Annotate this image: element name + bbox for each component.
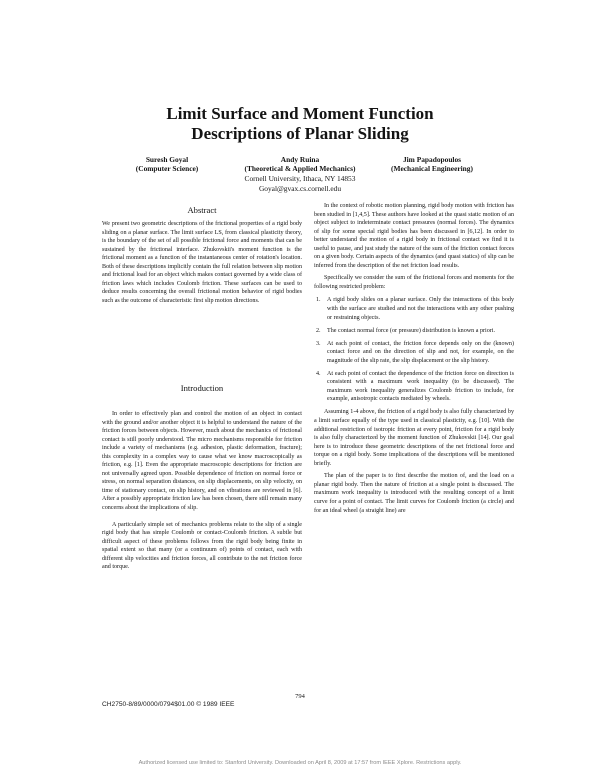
list-item-number: 1. xyxy=(316,297,321,304)
introduction-section xyxy=(102,382,302,572)
list-item xyxy=(314,296,514,322)
copyright-line: CH2750-8/89/0000/0794$01.00 © 1989 IEEE xyxy=(102,701,235,708)
download-notice: Authorized licensed use limited to: Stanford University. Downloaded on April 8, 2009 at 17:57 from IEEE Xplore. Restrictions apply. xyxy=(138,760,462,766)
list-item xyxy=(314,370,514,404)
paper-title xyxy=(0,104,600,144)
author-dept: (Mechanical Engineering) xyxy=(391,164,473,173)
affiliation xyxy=(0,174,600,193)
body-paragraph: Assuming 1-4 above, the friction of a rigid body is also fully characterized by a limit surface equally of the type used in classical plasticity, e.g. [10]. With the additional restriction of isotropic friction at every point, friction for a rigid body is also fully characterized by the moment function of Zhukovskii [14]. Our goal here is to introduce these geometric descriptions of the net frictional force and torque on a rigid body. Some implications of the descriptions will be mentioned briefly. xyxy=(314,409,514,467)
list-item-text: A rigid body slides on a planar surface. Only the interactions of this body with the surface are studied and not the interactions with any other pushing or restraining objects. xyxy=(327,297,514,321)
title-line-1: Limit Surface and Moment Function xyxy=(166,104,434,123)
list-item-text: At each point of contact, the friction force depends only on the (known) contact force and on the direction of slip and not, for example, on the magnitude of the slip rate, the slip displacement or the slip history. xyxy=(327,340,514,364)
author-block xyxy=(357,155,507,173)
list-item xyxy=(314,327,514,336)
left-column xyxy=(102,204,302,305)
author-name: Suresh Goyal xyxy=(145,155,189,164)
author-block xyxy=(225,155,375,173)
introduction-heading: Introduction xyxy=(180,383,224,393)
title-line-2: Descriptions of Planar Sliding xyxy=(191,124,409,143)
author-dept: (Theoretical & Applied Mechanics) xyxy=(244,164,356,173)
body-paragraph: The plan of the paper is to first describe the motion of, and the load on a planar rigid body. Then the nature of friction at a single point is discussed. The maximum work inequality is introduced with the resulting concept of a limit curve for a point of contact. The limit curves for Coulomb friction (a circle) and for an ideal wheel (a straight line) are xyxy=(314,473,514,514)
body-paragraph: In the context of robotic motion planning, rigid body motion with friction has been studied in [1,4,5]. These authors have looked at the quasi static motion of an object subject to indeterminate contact pressures (normal forces). The dynamics of slip for some special rigid bodies has been discussed in [6,12]. In order to better understand the motion of a rigid body in frictional contact we find it is useful to pause, and just study the nature of the sum of the friction contact forces on a given body. Certain aspects of the dynamics (and quasi statics) of slip can be inferred from the description of the net friction load results. xyxy=(314,203,514,269)
list-item-number: 2. xyxy=(316,327,321,334)
introduction-paragraph: In order to effectively plan and control the motion of an object in contact with the ground and/or another object it is helpful to understand the nature of the friction forces between objects. However, much about the mechanics of frictional contact is still poorly understood. The micro mechanisms responsible for friction include a variety of mechanisms (e.g. adhesion, plastic deformation, fracture); this complexity in a complex way to cause what we know macroscopically as friction, e.g. [1]. Even the appropriate macroscopic descriptions for friction are not universally agreed upon. Possible dependence of friction on normal force or stress, on normal separation distances, on slip displacements, on slip velocity, on time of stationary contact, on slip history, and on vibrations are reviewed in [6]. After a possibly appropriate friction law has been chosen, there still remain many concerns about the implications of slip. xyxy=(102,411,302,512)
affiliation-email: Goyal@gvax.cs.cornell.edu xyxy=(258,183,342,193)
right-column xyxy=(314,202,514,515)
affiliation-address: Cornell University, Ithaca, NY 14853 xyxy=(244,174,356,183)
author-dept: (Computer Science) xyxy=(135,164,199,173)
assumption-list xyxy=(314,296,514,404)
author-name: Andy Ruina xyxy=(280,155,320,164)
abstract-text: We present two geometric descriptions of the frictional properties of a rigid body sliding on a planar surface. The limit surface LS, from classical plasticity theory, is the boundary of the set of all possible frictional force and moments that can be sustained by the frictional interface. Zhukovskii's moment function is the frictional moment as a function of the instantaneous center of rotation's location. Both of these descriptions implicitly contain the full relation between slip motion and frictional load for an object which makes contact governed by a wide class of friction laws which includes Coulomb friction. These surfaces can be used to deduce results concerning the overall frictional motion behavior of rigid bodies such as the outcome of characteristic first slip motion directions. xyxy=(102,221,302,304)
author-block xyxy=(92,155,242,173)
list-item-number: 3. xyxy=(316,340,321,347)
list-item-number: 4. xyxy=(316,370,321,377)
abstract-heading: Abstract xyxy=(187,205,217,215)
list-item-text: The contact normal force (or pressure) distribution is known a priori. xyxy=(327,327,496,334)
author-name: Jim Papadopoulos xyxy=(402,155,462,164)
body-paragraph: Specifically we consider the sum of the frictional forces and moments for the following restricted problem: xyxy=(314,275,514,290)
introduction-paragraph: A particularly simple set of mechanics problems relate to the slip of a single rigid body that has simple Coulomb or contact-Coulomb friction. A subtle but difficult aspect of these problems follows from the rigid body being finite in spatial extent so that many (or a continuum of) points of contact, each with different slip velocities and friction forces, all contribute to the net friction force and torque. xyxy=(102,521,302,571)
page-number: 794 xyxy=(295,693,305,700)
list-item xyxy=(314,340,514,366)
list-item-text: At each point of contact the dependence of the friction force on direction is consistent with a maximum work inequality (to be discussed). The maximum work inequality generalizes Coulomb friction to include, for example, anisotropic contacts mediated by wheels. xyxy=(327,370,514,403)
